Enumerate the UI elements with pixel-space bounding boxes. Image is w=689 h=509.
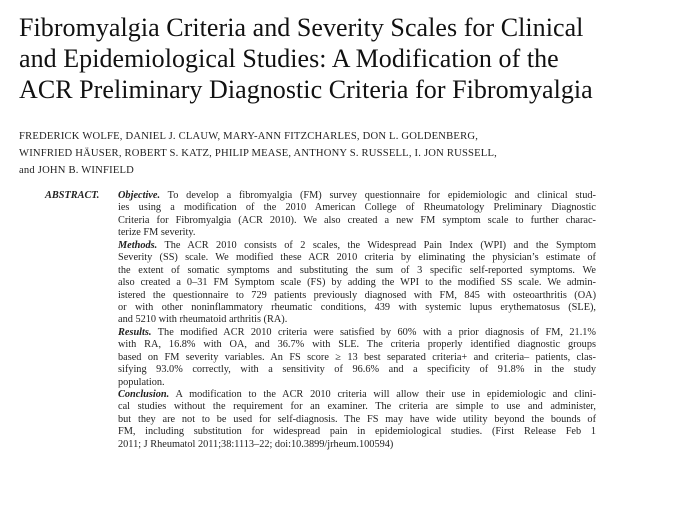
methods-label: Methods. [118, 239, 158, 251]
abstract-line: Criteria for Fibromyalgia (ACR 2010). We also created a new FM symptom scale to further charac- [118, 214, 596, 226]
abstract-line: also created a 0–31 FM Symptom scale (FS) by adding the WPI to the modified SS scale. We admin- [118, 277, 596, 289]
objective-label: Objective. [118, 190, 161, 201]
abstract-line: and 5210 with rheumatoid arthritis (RA). [118, 314, 288, 326]
abstract-line: ies using a modification of the 2010 American College of Rheumatology Preliminary Diagnostic [118, 202, 596, 214]
author-line: WINFRIED HÄUSER, ROBERT S. KATZ, PHILIP MEASE, ANTHONY S. RUSSELL, I. JON RUSSELL, [19, 148, 497, 159]
author-line: and JOHN B. WINFIELD [19, 165, 135, 176]
abstract-line: Severity (SS) scale. We modified these ACR 2010 criteria by eliminating the physician’s estimate of [118, 252, 596, 264]
results-label: Results. [118, 326, 152, 338]
abstract-line [118, 389, 596, 401]
author-line: FREDERICK WOLFE, DANIEL J. CLAUW, MARY-ANN FITZCHARLES, DON L. GOLDENBERG, [19, 131, 479, 142]
results-text: The modified ACR 2010 criteria were satisfied by 60% with a prior diagnosis of FM, 21.1% [151, 326, 596, 338]
abstract-line: FM, including substitution for widespread pain in epidemiological studies. (First Release Feb 1 [118, 426, 596, 438]
abstract-line: with RA, 16.8% with OA, and 36.7% with SLE. The criteria properly identified diagnostic groups [118, 339, 596, 351]
abstract-heading: ABSTRACT. [45, 190, 100, 201]
abstract-line: or with other noninflammatory rheumatic conditions, 439 with systemic lupus erythematosus (SLE), [118, 301, 596, 313]
abstract-line: terize FM severity. [118, 227, 196, 239]
abstract-line: istered the questionnaire to 729 patients previously diagnosed with FM, 845 with osteoarthritis (OA) [118, 289, 596, 301]
conclusion-label: Conclusion. [118, 389, 170, 400]
title-line: and Epidemiological Studies: A Modification of the [19, 44, 559, 73]
abstract-line [118, 240, 596, 252]
abstract-line: sifying 93.0% correctly, with a sensitivity of 96.6% and a specificity of 91.8% in the study [118, 364, 596, 376]
abstract-line: 2011; J Rheumatol 2011;38:1113–22; doi:10.3899/jrheum.100594) [118, 438, 394, 450]
methods-text: The ACR 2010 consists of 2 scales, the Widespread Pain Index (WPI) and the Symptom [157, 239, 596, 251]
abstract-line: cal studies without the requirement for an examiner. The criteria are simple to use and administer, [118, 401, 596, 413]
article-title [19, 12, 689, 105]
abstract-line: population. [118, 376, 165, 388]
abstract-line: the extent of somatic symptoms and substituting the sum of 3 specific self-reported symptoms. We [118, 264, 596, 276]
conclusion-text: A modification to the ACR 2010 criteria will allow their use in epidemiologic and clini- [169, 389, 596, 400]
abstract-line: but they are not to be used for self-diagnosis. The FS may have wide utility beyond the bounds of [118, 413, 596, 425]
author-list [19, 128, 659, 179]
title-line: Fibromyalgia Criteria and Severity Scales for Clinical [19, 13, 584, 42]
abstract-line: based on FM severity variables. An FS score ≥ 13 best separated criteria+ and criteria– patients, clas- [118, 351, 596, 363]
objective-text: To develop a fibromyalgia (FM) survey questionnaire for epidemiologic and clinical stud- [160, 190, 596, 201]
abstract-line [118, 190, 596, 202]
abstract-body [118, 190, 596, 451]
abstract-line [118, 327, 596, 339]
title-line: ACR Preliminary Diagnostic Criteria for Fibromyalgia [19, 75, 593, 104]
